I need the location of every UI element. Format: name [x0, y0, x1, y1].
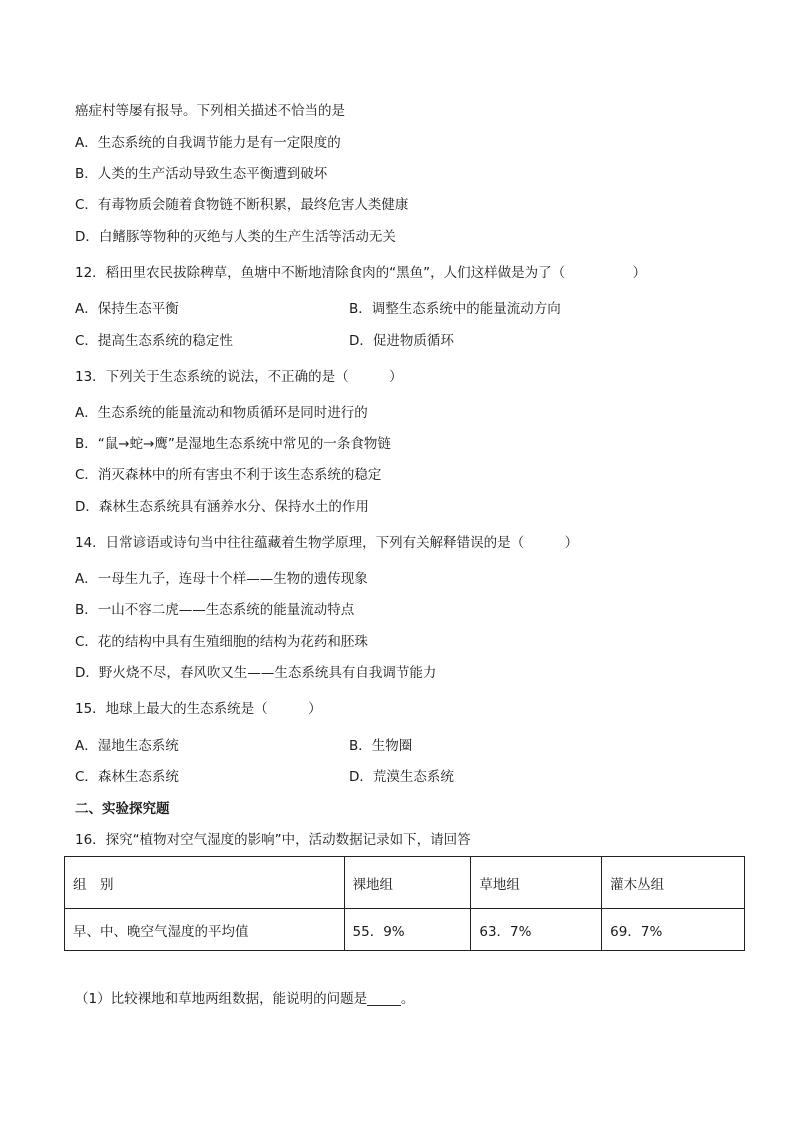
section-title-experiments: 二、实验探究题 [75, 801, 170, 817]
table-header-row [65, 857, 745, 909]
q12-option-d: D．促进物质循环 [349, 333, 454, 349]
table-cell-grassland-value: 63．7% [471, 909, 602, 951]
table-cell-row-label: 早、中、晚空气湿度的平均值 [65, 909, 345, 951]
q15-option-c: C．森林生态系统 [75, 769, 179, 785]
q15-stem: 15．地球上最大的生态系统是（ ） [75, 701, 322, 717]
q11-option-d: D．白鳍豚等物种的灭绝与人类的生产生活等活动无关 [75, 229, 396, 245]
table-row [65, 909, 745, 951]
table-header-cell-grassland: 草地组 [471, 857, 602, 909]
q14-option-c: C．花的结构中具有生殖细胞的结构为花药和胚珠 [75, 634, 368, 650]
q13-option-c: C．消灭森林中的所有害虫不利于该生态系统的稳定 [75, 467, 382, 483]
q12-option-b: B．调整生态系统中的能量流动方向 [349, 301, 561, 317]
q13-option-d: D．森林生态系统具有涵养水分、保持水土的作用 [75, 499, 369, 515]
q15-option-a: A．湿地生态系统 [75, 738, 179, 754]
q12-option-a: A．保持生态平衡 [75, 301, 179, 317]
q13-stem: 13．下列关于生态系统的说法，不正确的是（ ） [75, 369, 403, 385]
table-header-cell-bare-land: 裸地组 [344, 857, 471, 909]
q11-stem-continuation: 癌症村等屡有报导。下列相关描述不恰当的是 [75, 103, 345, 119]
q11-option-a: A．生态系统的自我调节能力是有一定限度的 [75, 135, 341, 151]
q11-option-c: C．有毒物质会随着食物链不断积累，最终危害人类健康 [75, 197, 409, 213]
q12-option-c: C．提高生态系统的稳定性 [75, 333, 233, 349]
q12-stem: 12．稻田里农民拔除稗草，鱼塘中不断地清除食肉的“黑鱼”，人们这样做是为了（ ） [75, 265, 647, 281]
q16-subquestion-1: （1）比较裸地和草地两组数据，能说明的问题是_____。 [75, 991, 415, 1007]
q11-option-b: B．人类的生产活动导致生态平衡遭到破坏 [75, 166, 328, 182]
q13-option-b: B．“鼠→蛇→鹰”是湿地生态系统中常见的一条食物链 [75, 436, 391, 452]
q14-option-b: B．一山不容二虎——生态系统的能量流动特点 [75, 602, 355, 618]
table-cell-shrubland-value: 69．7% [602, 909, 745, 951]
q15-option-b: B．生物圈 [349, 738, 413, 754]
q13-option-a: A．生态系统的能量流动和物质循环是同时进行的 [75, 405, 368, 421]
table-header-cell-group: 组 别 [65, 857, 345, 909]
table-cell-bare-land-value: 55．9% [344, 909, 471, 951]
q16-stem: 16．探究“植物对空气湿度的影响”中，活动数据记录如下，请回答 [75, 832, 471, 848]
q14-option-a: A．一母生九子，连母十个样——生物的遗传现象 [75, 571, 368, 587]
q14-option-d: D．野火烧不尽，春风吹又生——生态系统具有自我调节能力 [75, 665, 437, 681]
humidity-data-table [64, 856, 745, 951]
q14-stem: 14．日常谚语或诗句当中往往蕴藏着生物学原理，下列有关解释错误的是（ ） [75, 535, 579, 551]
table-header-cell-shrubland: 灌木丛组 [602, 857, 745, 909]
q15-option-d: D．荒漠生态系统 [349, 769, 454, 785]
